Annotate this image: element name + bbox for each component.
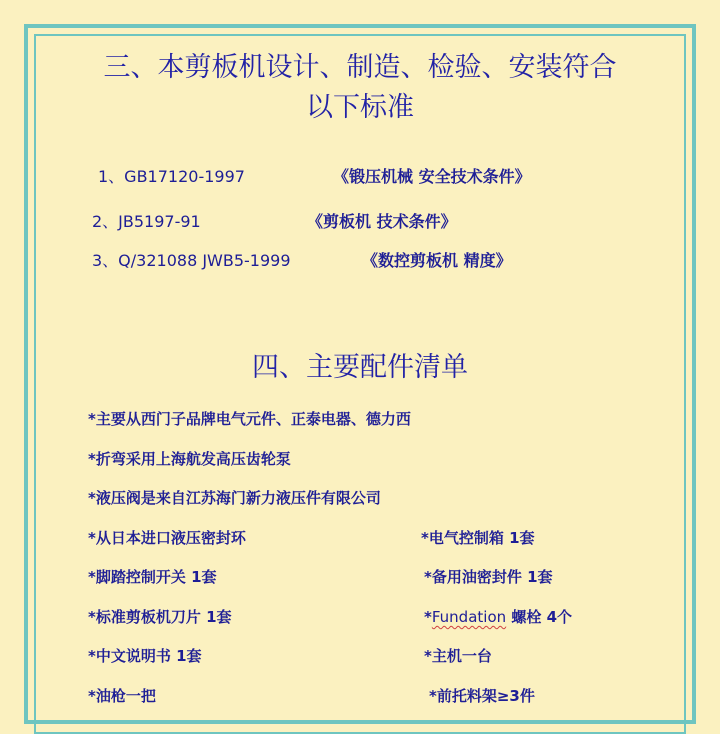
standard-3-desc: 《数控剪板机 精度》 bbox=[362, 251, 512, 270]
part-item-main-machine: *主机一台 bbox=[424, 647, 492, 665]
part-item-hydraulic-valve: *液压阀是来自江苏海门新力液压件有限公司 bbox=[88, 489, 381, 507]
standard-3-code: 3、Q/321088 JWB5-1999 bbox=[92, 251, 291, 270]
part-item-foundation-bolts: *Fundation 螺栓 4个 bbox=[424, 608, 573, 626]
part-item-gear-pump: *折弯采用上海航发高压齿轮泵 bbox=[88, 450, 291, 468]
part-item-manual: *中文说明书 1套 bbox=[88, 647, 202, 665]
section3-title-line1: 三、本剪板机设计、制造、检验、安装符合 bbox=[103, 52, 617, 83]
standard-2-code: 2、JB5197-91 bbox=[92, 212, 201, 231]
part-item-seal-ring: *从日本进口液压密封环 bbox=[88, 529, 246, 547]
section3-title-line2: 以下标准 bbox=[306, 92, 414, 123]
standard-2-desc: 《剪板机 技术条件》 bbox=[307, 212, 457, 231]
part-item-blade: *标准剪板机刀片 1套 bbox=[88, 608, 232, 626]
spellcheck-word: Fundation bbox=[431, 608, 507, 626]
section4-title: 四、主要配件清单 bbox=[252, 352, 468, 383]
part-item-spare-seals: *备用油密封件 1套 bbox=[424, 568, 553, 586]
part-item-control-box: *电气控制箱 1套 bbox=[421, 529, 535, 547]
standard-1-code: 1、GB17120-1997 bbox=[98, 167, 245, 186]
standard-1-desc: 《锻压机械 安全技术条件》 bbox=[333, 167, 531, 186]
part-item-electrical-brands: *主要从西门子品牌电气元件、正泰电器、德力西 bbox=[88, 410, 411, 428]
part-item-foot-switch: *脚踏控制开关 1套 bbox=[88, 568, 217, 586]
part-item-oil-gun: *油枪一把 bbox=[88, 687, 156, 705]
part-item-front-support: *前托料架≥3件 bbox=[429, 687, 535, 705]
